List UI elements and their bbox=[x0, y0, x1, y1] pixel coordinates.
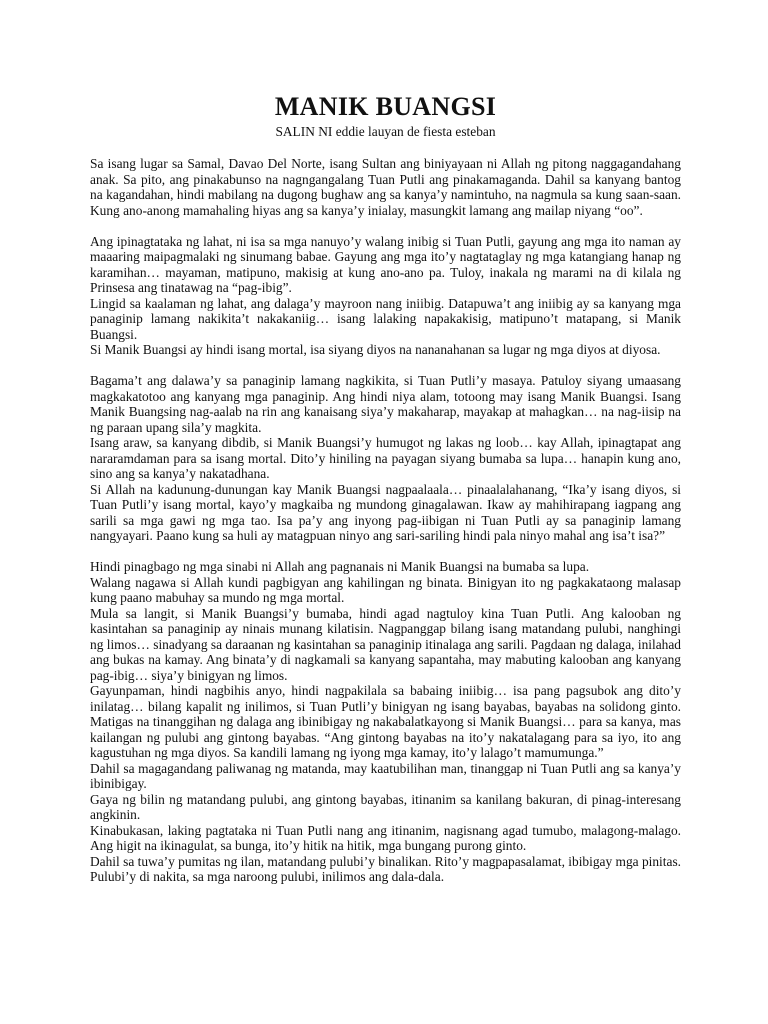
paragraph: Lingid sa kaalaman ng lahat, ang dalaga’y mayroon nang iniibig. Datapuwa’t ang iniibig ay sa kanyang mga panaginip lamang nakikita’t nakakaniig… isang lalaking napakakisig, matipuno’t matapang, si Manik Buangsi. bbox=[90, 295, 681, 342]
paragraph: Sa isang lugar sa Samal, Davao Del Norte, isang Sultan ang biniyayaan ni Allah ng pitong naggagandahang anak. Sa pito, ang pinakabunso na nagngangalang Tuan Putli ang pinakamaganda. Dahil sa kanyang bantog na kagandahan, hindi mabilang na dugong bughaw ang sa kanya’y namintuho, na nagmula sa kung saan-saan. Kung ano-anong mamahaling hiyas ang sa kanya’y inialay, masungkit lamang ang mailap niyang “oo”. bbox=[90, 156, 681, 218]
paragraph: Gaya ng bilin ng matandang pulubi, ang gintong bayabas, itinanim sa kanilang bakuran, di pinag-interesang angkinin. bbox=[90, 791, 681, 822]
paragraph: Kinabukasan, laking pagtataka ni Tuan Putli nang ang itinanim, nagisnang agad tumubo, malagong-malago. Ang higit na ikinagulat, sa bunga, ito’y hitik na hitik, mga bungang purong ginto. bbox=[90, 822, 681, 853]
document-subtitle: SALIN NI eddie lauyan de fiesta esteban bbox=[275, 124, 496, 139]
paragraph: Dahil sa magagandang paliwanag ng matanda, may kaatubilihan man, tinanggap ni Tuan Putli ang sa kanya’y ibinibigay. bbox=[90, 760, 681, 791]
paragraph: Gayunpaman, hindi nagbihis anyo, hindi nagpakilala sa babaing iniibig… isa pang pagsubok ang dito’y inilatag… bilang kapalit ng inilimos, si Tuan Putli’y binigyan ng isang bayabas, bayabas na solidong ginto. Matigas na tinanggihan ng dalaga ang ibinibigay ng nakabalatkayong si Manik Buangsi… para sa kanya, mas kailangan ng pulubi ang gintong bayabas. “Ang gintong bayabas na ito’y nakatalagang para sa iyo, ito ang kagustuhan ng mga diyos. Sa kandili lamang ng iyong mga kamay, ito’y lalago’t mamumunga.” bbox=[90, 683, 681, 760]
paragraph: Isang araw, sa kanyang dibdib, si Manik Buangsi’y humugot ng lakas ng loob… kay Allah, ipinagtapat ang nararamdaman para sa isang mortal. Dito’y hiniling na payagan siyang bumaba sa lupa… hanapin kung ano, sino ang sa kanya’y nakatadhana. bbox=[90, 435, 681, 481]
paragraph: Mula sa langit, si Manik Buangsi’y bumaba, hindi agad nagtuloy kina Tuan Putli. Ang kalooban ng kasintahan sa panaginip ay ninais munang kilatisin. Nagpanggap bilang isang matandang pulubi, nanghingi ng limos… sinadyang sa daraanan ng kasintahan sa panaginip itinalaga ang sarili. Pagdaan ng dalaga, inilahad ang bukas na kamay. Ang binata’y di nagkamali sa kanyang sapantaha, may mabuting kalooban ang kanyang pag-ibig… siya’y binigyan ng limos. bbox=[90, 605, 681, 683]
paragraph: Hindi pinagbago ng mga sinabi ni Allah ang pagnanais ni Manik Buangsi na bumaba sa lupa. bbox=[90, 559, 590, 574]
document-title: MANIK BUANGSI bbox=[274, 92, 497, 121]
paragraph: Si Manik Buangsi ay hindi isang mortal, isa siyang diyos na nananahanan sa lugar ng mga diyos at diyosa. bbox=[90, 342, 661, 357]
paragraph: Dahil sa tuwa’y pumitas ng ilan, matandang pulubi’y binalikan. Rito’y magpapasalamat, ibibigay mga pinitas. Pulubi’y di nakita, sa mga naroong pulubi, inilimos ang dala-dala. bbox=[90, 853, 681, 884]
paragraph: Bagama’t ang dalawa’y sa panaginip lamang nagkikita, si Tuan Putli’y masaya. Patuloy siyang umaasang magkakatotoo ang kanyang mga panaginip. Ang hindi niya alam, totoong may isang Manik Buangsi. Isang Manik Buangsing nag-aalab na rin ang kanaisang siya’y makaharap, mayakap at mahagkan… na nag-iisip na ng paraan upang sila’y magkita. bbox=[90, 373, 681, 435]
paragraph: Walang nagawa si Allah kundi pagbigyan ang kahilingan ng binata. Binigyan ito ng pagkakataong malasap kung paano mabuhay sa mundo ng mga mortal. bbox=[90, 574, 681, 605]
paragraph: Si Allah na kadunung-dunungan kay Manik Buangsi nagpaalaala… pinaalalahanang, “Ika’y isang diyos, si Tuan Putli’y isang mortal, kayo’y magkaiba ng mundong ginagalawan. Ikaw ay mahihirapang iagpang ang sarili sa mga gawi ng mga tao. Isa pa’y ang inyong pag-iibigan ni Tuan Putli ay sa panaginip lamang nangyayari. Paano kung sa huli ay matagpuan ninyo ang sari-sariling hindi pala ninyo mahal ang isa’t isa?” bbox=[90, 481, 681, 543]
paragraph: Ang ipinagtataka ng lahat, ni isa sa mga nanuyo’y walang inibig si Tuan Putli, gayung ang mga ito naman ay maaaring maipagmalaki ng sinumang babae. Gayung ang mga ito’y nagtataglay ng mga katangiang hanap ng karamihan… mayaman, matipuno, makisig at kung ano-ano pa. Tuloy, inakala ng marami na di kilala ng Prinsesa ang tinatawag na “pag-ibig”. bbox=[90, 233, 681, 295]
document-body bbox=[90, 156, 681, 885]
